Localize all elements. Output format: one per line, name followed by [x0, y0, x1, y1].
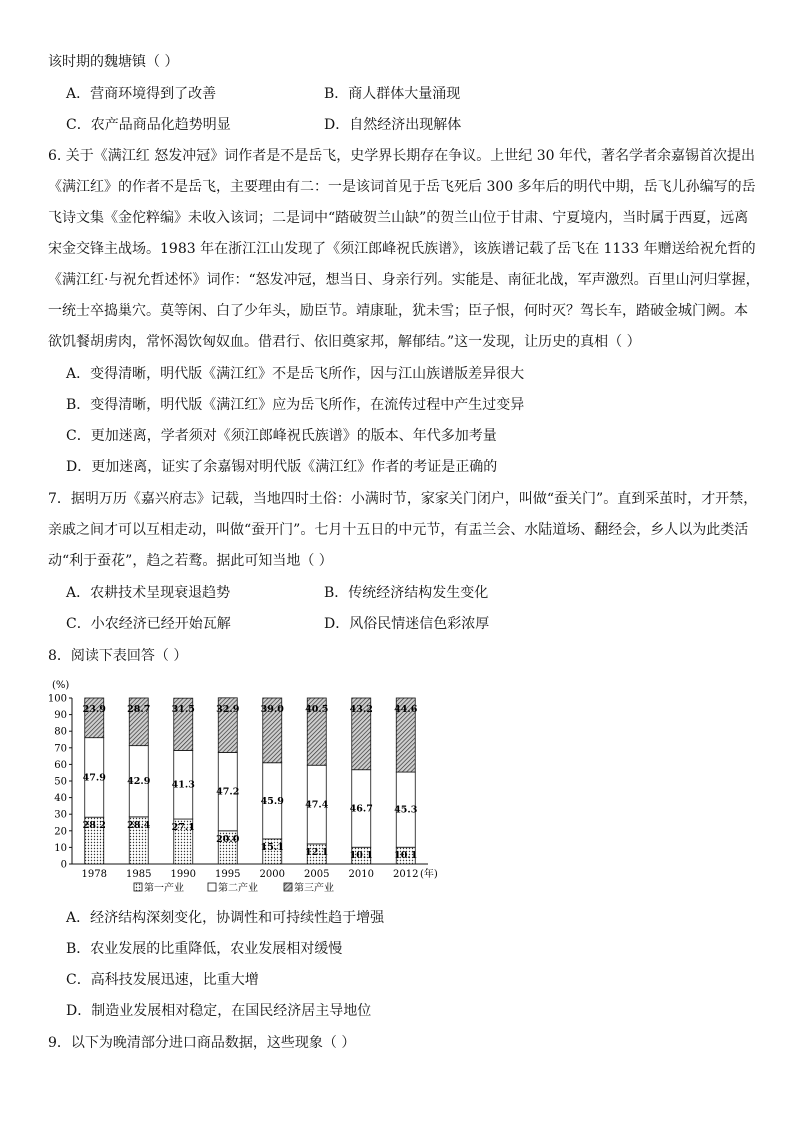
data-label: 46.7 [349, 803, 373, 815]
data-label: 39.0 [260, 704, 284, 715]
y-tick-label: 100 [48, 693, 67, 705]
q5-option-a: A．营商环境得到了改善 [66, 86, 217, 102]
q8-option-c: C．高科技发展迅速，比重大增 [66, 972, 259, 988]
q5-option-c: C．农产品商品化趋势明显 [66, 117, 231, 133]
data-label: 32.9 [216, 703, 240, 715]
q5-stem-end: 该时期的魏塘镇（ ） [48, 54, 179, 70]
q7-option-d: D．风俗民情迷信色彩浓厚 [324, 616, 490, 632]
x-tick-label: 2000 [259, 869, 285, 880]
q6-option-b: B．变得清晰，明代版《满江红》应为岳飞所作，在流传过程中产生过变异 [66, 397, 525, 413]
y-tick-label: 80 [54, 726, 67, 738]
data-label: 41.3 [171, 779, 195, 791]
x-axis-unit: (年) [420, 869, 438, 880]
data-label: 12.1 [305, 846, 329, 858]
y-tick-label: 30 [54, 809, 67, 821]
data-label: 43.2 [349, 704, 373, 715]
x-tick-label: 2010 [348, 869, 374, 880]
data-label: 47.9 [82, 772, 106, 784]
legend-swatch [208, 883, 216, 891]
y-tick-label: 0 [60, 859, 67, 871]
data-label: 42.9 [127, 776, 151, 788]
data-label: 45.9 [260, 795, 284, 807]
q8-option-b: B．农业发展的比重降低，农业发展相对缓慢 [66, 941, 343, 957]
q5-option-d: D．自然经济出现解体 [324, 117, 462, 133]
q7-stem-line: 动“利于蚕花”，趋之若鹜。据此可知当地（ ） [48, 553, 333, 569]
data-label: 47.2 [216, 786, 240, 798]
q6-stem-line: 《满江红》的作者不是岳飞，主要理由有二：一是该词首见于岳飞死后 300 多年后的明代中期，岳飞儿孙编写的岳 [48, 179, 756, 195]
x-tick-label: 2012 [393, 869, 419, 880]
q6-stem-line: 欲饥餐胡虏肉，常怀渴饮匈奴血。借君行、依旧奠家邦，解郁结。”这一发现，让历史的真相（ ） [48, 334, 641, 350]
data-label: 44.6 [394, 704, 418, 715]
data-label: 28.2 [82, 820, 106, 832]
data-label: 20.0 [216, 833, 240, 845]
data-label: 47.4 [305, 799, 329, 811]
legend-swatch [284, 883, 292, 891]
q6-stem-line: 《满江红·与祝允哲述怀》词作：“怒发冲冠，想当日、身亲行列。实能是、南征北战，军声激烈。百里山河归掌握， [48, 272, 760, 288]
q6-stem-line: 一统士卒捣巢穴。莫等闲、白了少年头，励臣节。靖康耻，犹未雪；臣子恨，何时灭？驾长车，踏破金城门阙。本 [48, 303, 748, 319]
q6-option-c: C．更加迷离，学者须对《须江郎峰祝氏族谱》的版本、年代多加考量 [66, 428, 497, 444]
x-tick-label: 2005 [304, 869, 330, 880]
y-tick-label: 40 [54, 793, 67, 805]
q6-stem-line: 宋金交锋主战场。1983 年在浙江江山发现了《须江郎峰祝氏族谱》，该族谱记载了岳飞在 1133 年赠送给祝允哲的 [48, 241, 756, 257]
legend-label: 第三产业 [294, 883, 334, 894]
data-label: 10.1 [349, 850, 373, 862]
q6-stem-line: 飞诗文集《金佗粹编》未收入该词；二是词中“踏破贺兰山缺”的贺兰山位于甘肃、宁夏境内，当时属于西夏，远离 [48, 210, 749, 226]
data-label: 23.9 [82, 704, 106, 715]
data-label: 27.1 [171, 822, 195, 834]
y-tick-label: 10 [54, 842, 67, 854]
q6-option-a: A．变得清晰，明代版《满江红》不是岳飞所作，因与江山族谱版差异很大 [66, 366, 525, 382]
q8-stem-line: 8．阅读下表回答（ ） [48, 648, 188, 664]
q7-stem-line: 7．据明万历《嘉兴府志》记载，当地四时土俗：小满时节，家家关门闭户，叫做“蚕关门”。直到采茧时，才开禁， [48, 491, 758, 507]
x-tick-label: 1985 [126, 869, 152, 880]
legend-label: 第一产业 [144, 883, 184, 894]
data-label: 28.7 [127, 704, 151, 715]
data-label: 10.1 [394, 850, 418, 862]
y-tick-label: 50 [54, 776, 67, 788]
x-tick-label: 1978 [81, 869, 107, 880]
q7-option-a: A．农耕技术呈现衰退趋势 [66, 585, 231, 601]
data-label: 28.4 [127, 819, 151, 831]
y-tick-label: 70 [54, 743, 67, 755]
data-label: 31.5 [171, 704, 195, 716]
data-label: 40.5 [305, 704, 329, 715]
industry-structure-chart [48, 676, 448, 896]
q7-stem-line: 亲戚之间才可以互相走动，叫做“蚕开门”。七月十五日的中元节，有盂兰会、水陆道场、翻经会，乡人以为此类活 [48, 522, 749, 538]
y-axis-unit: (%) [52, 680, 70, 691]
y-tick-label: 20 [54, 826, 67, 838]
q6-stem-line: 6. 关于《满江红 怒发冲冠》词作者是不是岳飞，史学界长期存在争议。上世纪 30 年代，著名学者余嘉锡首次提出 [48, 148, 755, 164]
q8-option-a: A．经济结构深刻变化，协调性和可持续性趋于增强 [66, 910, 385, 926]
q8-option-d: D．制造业发展相对稳定，在国民经济居主导地位 [66, 1003, 372, 1019]
y-tick-label: 90 [54, 710, 67, 722]
q5-option-b: B．商人群体大量涌现 [324, 86, 461, 102]
data-label: 15.1 [260, 841, 284, 853]
legend-label: 第二产业 [218, 883, 258, 894]
q9-stem-line: 9．以下为晚清部分进口商品数据，这些现象（ ） [48, 1035, 356, 1051]
data-label: 45.3 [394, 804, 418, 816]
x-tick-label: 1995 [215, 869, 241, 880]
q7-option-c: C．小农经济已经开始瓦解 [66, 616, 231, 632]
legend-swatch [134, 883, 142, 891]
y-tick-label: 60 [54, 759, 67, 771]
q7-option-b: B．传统经济结构发生变化 [324, 585, 489, 601]
q6-option-d: D．更加迷离，证实了余嘉锡对明代版《满江红》作者的考证是正确的 [66, 459, 498, 475]
x-tick-label: 1990 [170, 869, 196, 880]
